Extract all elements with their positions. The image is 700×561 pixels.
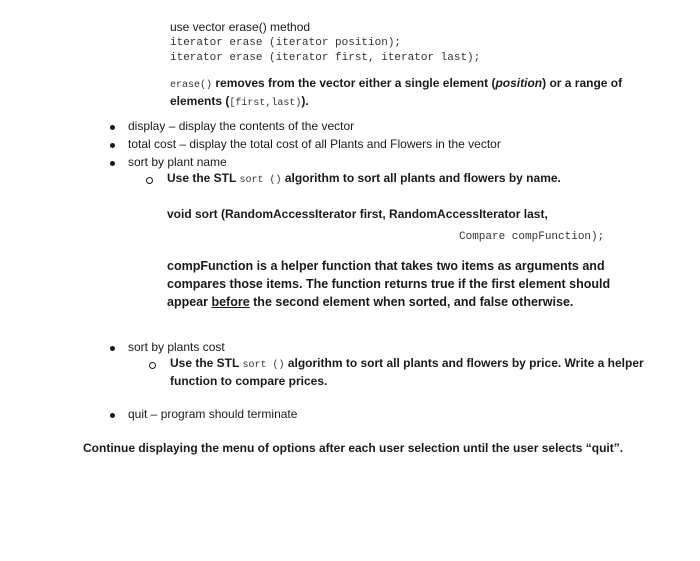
erase-description-line1 [170,76,622,91]
sort-name-sub-a: Use the STL [167,171,240,185]
sort-cost-sub-a: Use the STL [170,356,243,370]
sort-signature-line2: Compare compFunction); [459,231,605,243]
menu-item-sort-name: sort by plant name [128,155,227,169]
sort-name-sub-b: algorithm to sort all plants and flowers by name. [281,171,561,185]
bullet-icon [110,346,115,351]
sort-name-sub-code: sort () [239,175,282,186]
sort-cost-sub-line1 [170,356,644,371]
erase-desc-text-a: removes from the vector either a single element ( [212,76,496,90]
sort-cost-sub-b: algorithm to sort all plants and flowers by price. Write a helper [284,356,644,370]
menu-item-display: display – display the contents of the vector [128,119,355,133]
bullet-icon [110,125,115,130]
erase-desc-range: [first,last) [229,98,302,109]
bullet-icon [110,413,115,418]
erase-desc-line2-a: elements ( [170,94,230,108]
erase-desc-position: position [495,76,543,90]
comp-line3-b: the second element when sorted, and false otherwise. [249,295,574,309]
sort-cost-sub-code: sort () [242,360,285,371]
erase-heading: use vector erase() method [170,20,311,34]
sub-bullet-icon [146,177,153,184]
erase-desc-text-b: ) or a range of [542,76,623,90]
menu-item-sort-cost: sort by plants cost [128,340,225,354]
sub-bullet-icon [149,362,156,369]
footer-instruction: Continue displaying the menu of options after each user selection until the user selects “quit”. [83,441,624,455]
erase-signature-single: iterator erase (iterator position); [170,37,402,49]
erase-description-line2 [170,94,309,109]
erase-code: erase() [170,80,213,91]
menu-item-quit: quit – program should terminate [128,407,298,421]
sort-name-sub-item [167,171,561,186]
comp-line3-a: appear [167,295,212,309]
sort-cost-sub-line2: function to compare prices. [170,374,328,388]
sort-signature-line1: void sort (RandomAccessIterator first, RandomAccessIterator last, [167,207,548,221]
erase-desc-line2-b: ). [301,94,309,108]
bullet-icon [110,143,115,148]
bullet-icon [110,161,115,166]
comp-paragraph-line1: compFunction is a helper function that takes two items as arguments and [167,259,605,273]
comp-paragraph-line3 [167,295,573,309]
comp-paragraph-line2: compares those items. The function returns true if the first element should [167,277,611,291]
comp-line3-before: before [211,295,250,309]
erase-signature-range: iterator erase (iterator first, iterator last); [170,52,481,64]
menu-item-total-cost: total cost – display the total cost of all Plants and Flowers in the vector [128,137,501,151]
